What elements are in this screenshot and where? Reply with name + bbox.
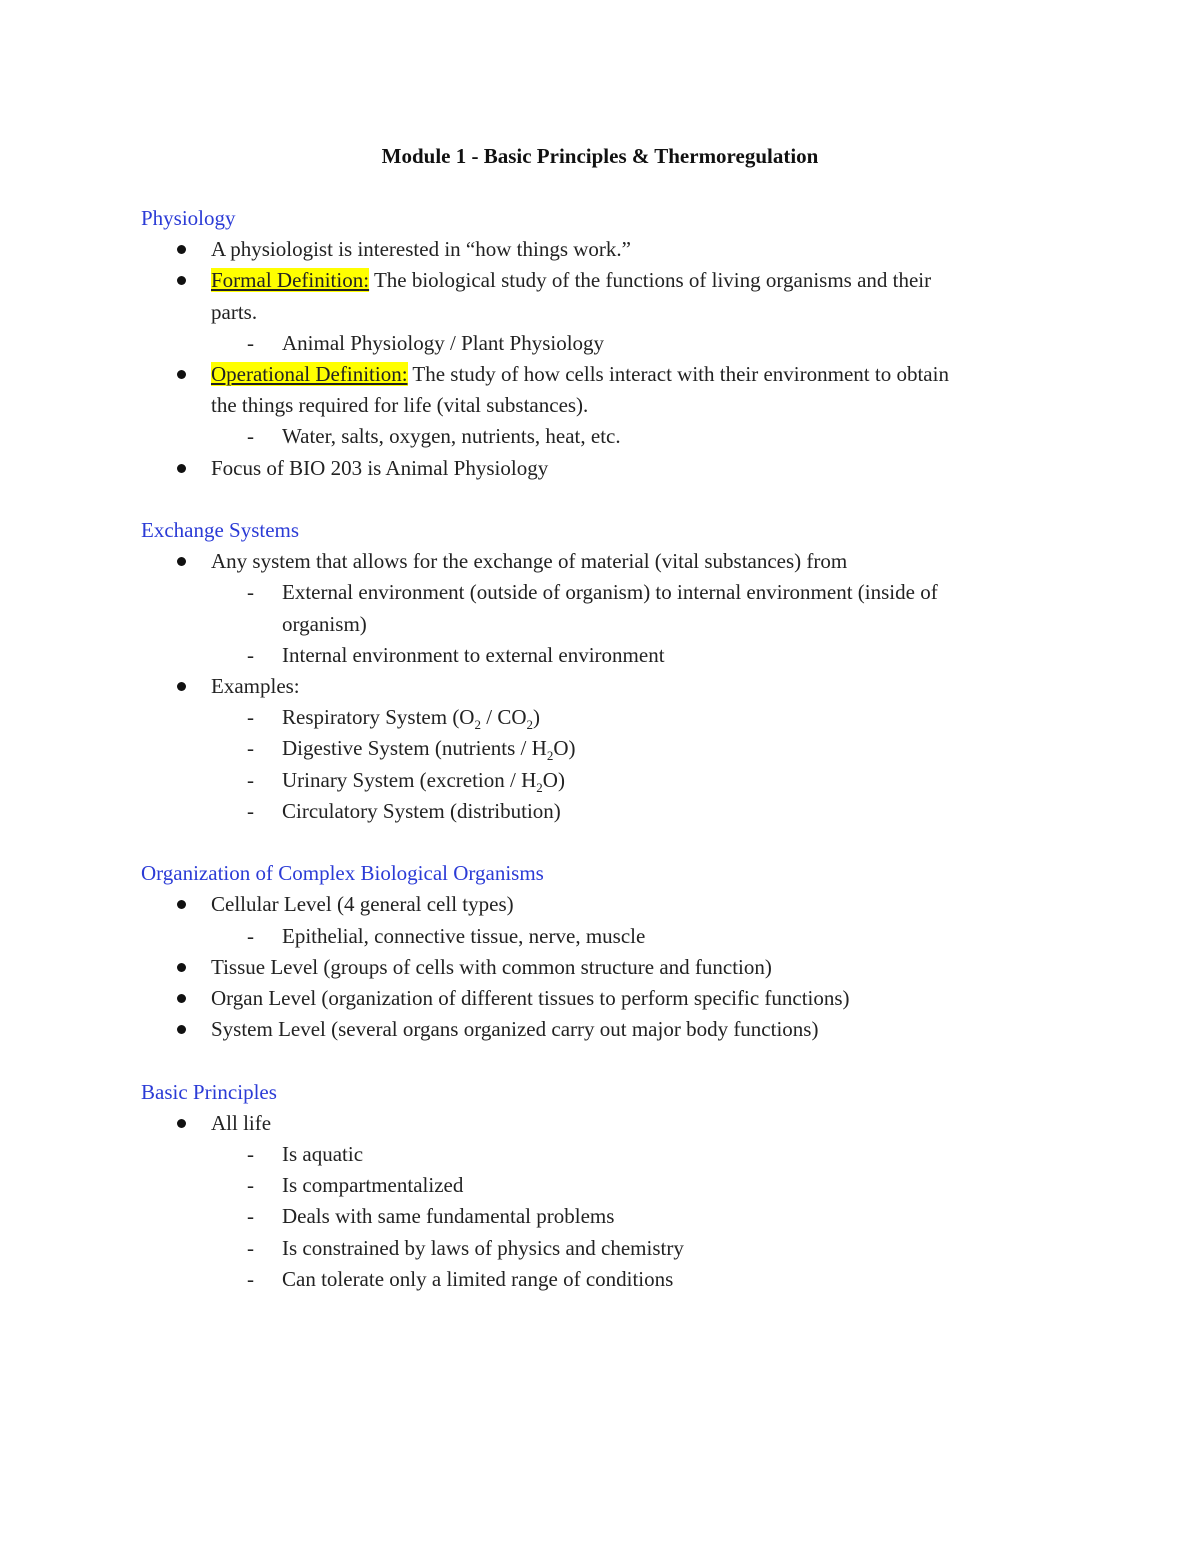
dash-marker: - [247, 798, 254, 823]
subscript: 2 [474, 717, 481, 733]
sub-item [141, 328, 1061, 359]
text-part: O) [542, 767, 565, 792]
sub-item-text [282, 736, 576, 764]
bullet-item [141, 889, 1061, 920]
bullet-text: Any system that allows for the exchange of material (vital substances) from [211, 549, 848, 574]
sub-item-text: Circulatory System (distribution) [282, 798, 561, 823]
subscript: 2 [546, 748, 554, 764]
dash-marker: - [247, 705, 254, 730]
text-part: Respiratory System (O [282, 705, 475, 730]
bullet-item [141, 952, 1061, 983]
dash-marker: - [247, 1142, 254, 1167]
dash-marker: - [247, 330, 254, 355]
document-body [141, 203, 1061, 1295]
subscript: 2 [536, 779, 543, 795]
highlighted-term: Formal Definition: [211, 268, 370, 293]
text-part: / CO [480, 705, 527, 730]
dash-marker: - [247, 1266, 254, 1291]
bullet-icon [177, 900, 186, 909]
bullet-item [141, 1014, 1061, 1045]
bullet-item [141, 546, 1061, 577]
sub-item-text: Can tolerate only a limited range of conditions [282, 1266, 674, 1291]
bullet-icon [177, 1119, 186, 1128]
dash-marker: - [247, 580, 254, 605]
sub-item-text: External environment (outside of organism) to internal environment (inside of [282, 580, 938, 605]
bullet-icon [177, 245, 186, 254]
bullet-text: Tissue Level (groups of cells with common structure and function) [211, 954, 772, 979]
sub-item-text: Internal environment to external environment [282, 642, 665, 667]
bullet-text: Examples: [211, 674, 300, 699]
sub-item-text: Water, salts, oxygen, nutrients, heat, etc. [282, 424, 621, 449]
bullet-icon [177, 682, 186, 691]
bullet-icon [177, 963, 186, 972]
bullet-item [141, 983, 1061, 1014]
sub-item-text: Epithelial, connective tissue, nerve, muscle [282, 923, 646, 948]
bullet-item [141, 234, 1061, 265]
bullet-icon [177, 370, 186, 379]
sub-item [141, 1264, 1061, 1295]
section-heading-basic-principles: Basic Principles [141, 1079, 277, 1104]
bullet-icon [177, 1025, 186, 1034]
sub-item-text [282, 767, 565, 795]
dash-marker: - [247, 1173, 254, 1198]
sub-item-text: Animal Physiology / Plant Physiology [282, 330, 605, 355]
sub-item-text [282, 705, 540, 733]
spacer [141, 827, 1061, 858]
bullet-item [141, 453, 1061, 484]
bullet-text: The study of how cells interact with their environment to obtain [407, 362, 949, 387]
dash-marker: - [247, 736, 254, 761]
sub-item [141, 796, 1061, 827]
bullet-text: All life [211, 1110, 272, 1135]
section-heading-physiology: Physiology [141, 206, 236, 230]
bullet-icon [177, 557, 186, 566]
spacer [141, 484, 1061, 515]
sub-item [141, 1139, 1061, 1170]
text-part: Urinary System (excretion / H [282, 767, 537, 792]
sub-item [141, 421, 1061, 452]
dash-marker: - [247, 767, 254, 792]
bullet-text: Cellular Level (4 general cell types) [211, 892, 514, 917]
dash-marker: - [247, 642, 254, 667]
bullet-text: The biological study of the functions of living organisms and their [369, 268, 932, 293]
highlighted-term: Operational Definition: [211, 362, 408, 387]
bullet-icon [177, 276, 186, 285]
bullet-text: Focus of BIO 203 is Animal Physiology [211, 455, 549, 480]
bullet-continuation: parts. [211, 299, 258, 324]
section-heading-exchange-systems: Exchange Systems [141, 518, 300, 543]
bullet-item [141, 359, 1061, 390]
text-part: O) [553, 736, 576, 761]
sub-item [141, 921, 1061, 952]
sub-item [141, 1201, 1061, 1232]
section-heading-organization: Organization of Complex Biological Organisms [141, 861, 544, 886]
sub-item [141, 733, 1061, 764]
dash-marker: - [247, 1235, 254, 1260]
sub-item-continuation: organism) [282, 611, 367, 636]
bullet-text: Organ Level (organization of different tissues to perform specific functions) [211, 986, 850, 1011]
sub-item [141, 702, 1061, 733]
sub-item [141, 577, 1061, 608]
spacer [141, 1045, 1061, 1076]
sub-item-text: Is aquatic [282, 1142, 364, 1167]
page-title: Module 1 - Basic Principles & Thermoregulation [381, 144, 819, 168]
bullet-icon [177, 994, 186, 1003]
bullet-text: System Level (several organs organized carry out major body functions) [211, 1017, 819, 1042]
sub-item [141, 1233, 1061, 1264]
sub-item-text: Deals with same fundamental problems [282, 1204, 615, 1229]
sub-item [141, 1170, 1061, 1201]
sub-item [141, 765, 1061, 796]
subscript: 2 [526, 717, 533, 733]
dash-marker: - [247, 424, 254, 449]
sub-item [141, 640, 1061, 671]
bullet-item [141, 671, 1061, 702]
bullet-text: A physiologist is interested in “how things work.” [211, 237, 631, 262]
dash-marker: - [247, 1204, 254, 1229]
dash-marker: - [247, 923, 254, 948]
sub-item-text: Is compartmentalized [282, 1173, 464, 1198]
bullet-continuation: the things required for life (vital substances). [211, 393, 589, 418]
bullet-item [141, 265, 1061, 296]
bullet-icon [177, 464, 186, 473]
bullet-item [141, 1108, 1061, 1139]
text-part: Digestive System (nutrients / H [282, 736, 547, 761]
sub-item-text: Is constrained by laws of physics and chemistry [282, 1235, 684, 1260]
text-part: ) [533, 705, 540, 730]
